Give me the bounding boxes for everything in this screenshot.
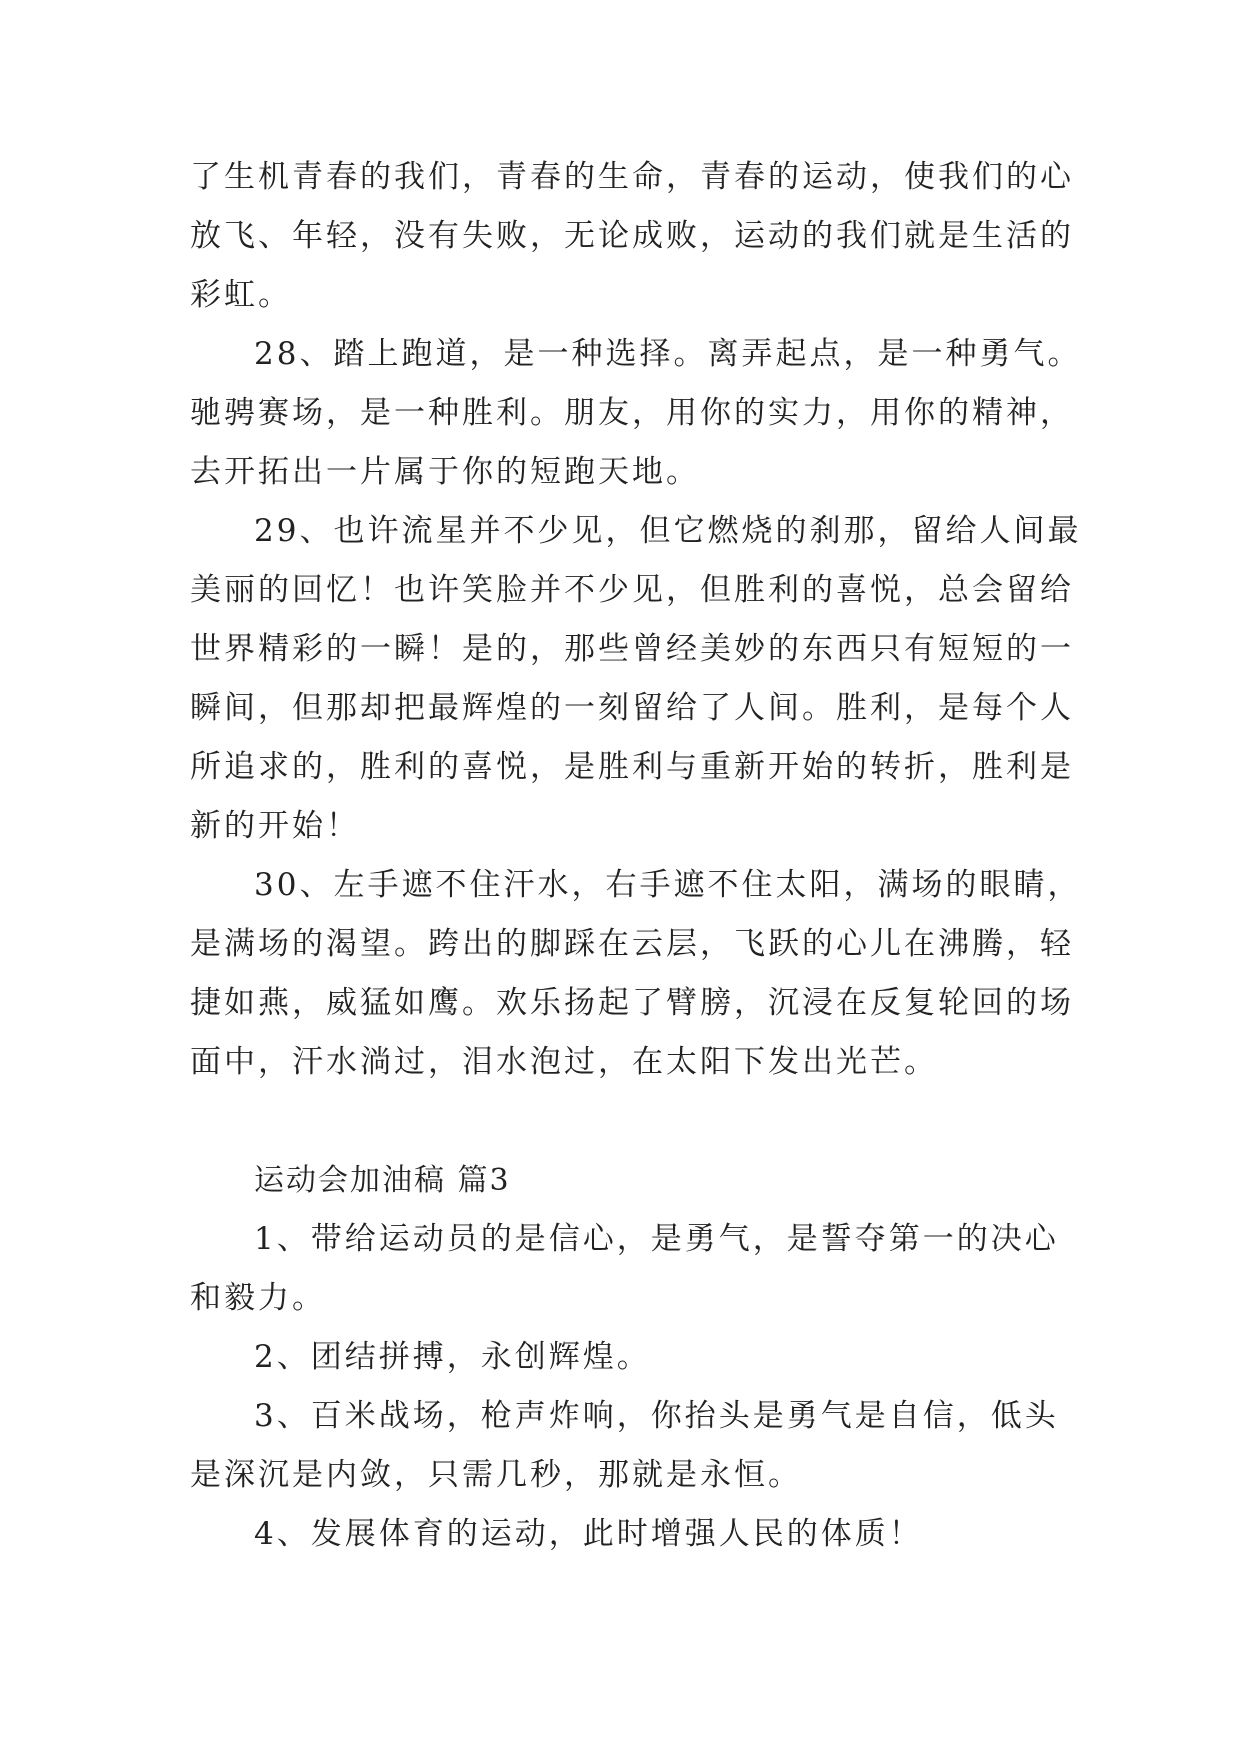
text-line: 美丽的回忆！也许笑脸并不少见，但胜利的喜悦，总会留给 <box>190 572 1074 608</box>
text-line: 是满场的渴望。跨出的脚踩在云层，飞跃的心儿在沸腾，轻 <box>190 926 1074 962</box>
text-line: 新的开始！ <box>190 808 360 844</box>
text-line: 是深沉是内敛，只需几秒，那就是永恒。 <box>190 1457 802 1493</box>
paragraph-30-line: 30、左手遮不住汗水，右手遮不住太阳，满场的眼睛， <box>254 867 1082 903</box>
section-gap <box>190 1092 1052 1151</box>
paragraph-28-line: 28、踏上跑道，是一种选择。离弄起点，是一种勇气。 <box>254 336 1082 372</box>
text-line: 所追求的，胜利的喜悦，是胜利与重新开始的转折，胜利是 <box>190 749 1074 785</box>
text-line: 了生机青春的我们，青春的生命，青春的运动，使我们的心 <box>190 159 1074 195</box>
item-2-line: 2、团结拼搏，永创辉煌。 <box>254 1339 651 1375</box>
text-line: 和毅力。 <box>190 1280 326 1316</box>
text-line: 驰骋赛场，是一种胜利。朋友，用你的实力，用你的精神， <box>190 395 1074 431</box>
text-line: 去开拓出一片属于你的短跑天地。 <box>190 454 700 490</box>
item-1-line: 1、带给运动员的是信心，是勇气，是誓夺第一的决心 <box>254 1221 1059 1257</box>
paragraph-29-line: 29、也许流星并不少见，但它燃烧的刹那，留给人间最 <box>254 513 1082 549</box>
text-line: 瞬间，但那却把最辉煌的一刻留给了人间。胜利，是每个人 <box>190 690 1074 726</box>
item-4-line: 4、发展体育的运动，此时增强人民的体质！ <box>254 1516 923 1552</box>
text-line: 捷如燕，威猛如鹰。欢乐扬起了臂膀，沉浸在反复轮回的场 <box>190 985 1074 1021</box>
document-page <box>190 148 1082 1564</box>
text-line: 放飞、年轻，没有失败，无论成败，运动的我们就是生活的 <box>190 218 1074 254</box>
section-heading: 运动会加油稿 篇3 <box>254 1163 511 1198</box>
item-3-line: 3、百米战场，枪声炸响，你抬头是勇气是自信，低头 <box>254 1398 1059 1434</box>
text-line: 面中，汗水淌过，泪水泡过，在太阳下发出光芒。 <box>190 1044 938 1080</box>
text-line: 彩虹。 <box>190 277 292 313</box>
text-line: 世界精彩的一瞬！是的，那些曾经美妙的东西只有短短的一 <box>190 631 1074 667</box>
